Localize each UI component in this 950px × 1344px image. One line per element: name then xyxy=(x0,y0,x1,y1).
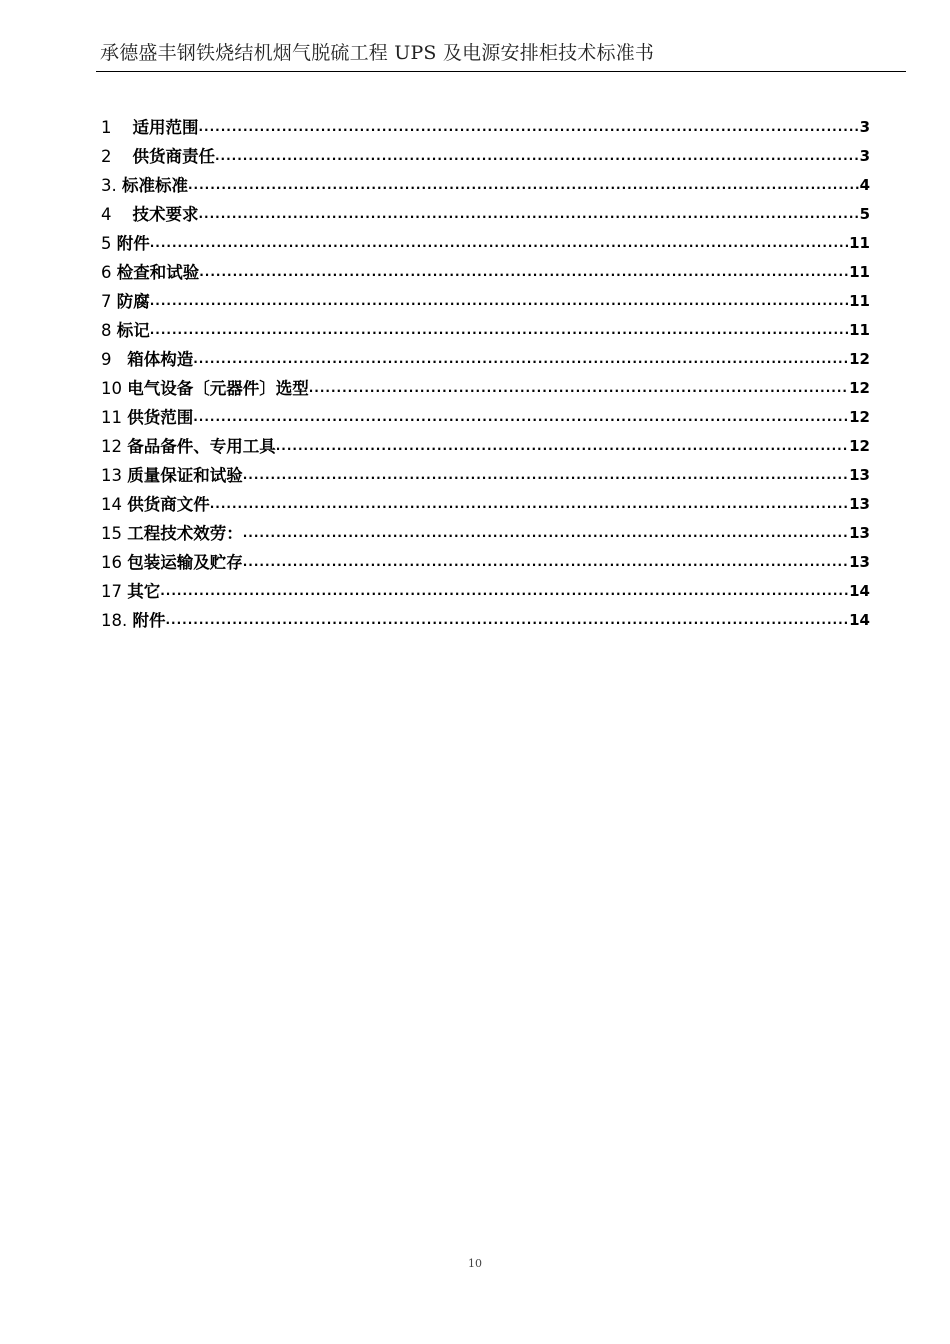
toc-entry-number: 15 xyxy=(101,524,128,543)
toc-entry-number: 1 xyxy=(101,118,133,137)
toc-entry-number: 17 xyxy=(101,582,128,601)
toc-entry-page: 5 xyxy=(859,205,870,223)
toc-entry-number: 4 xyxy=(101,205,133,224)
toc-entry-number: 10 xyxy=(101,379,128,398)
toc-entry-page: 14 xyxy=(849,582,870,600)
toc-entry-page: 12 xyxy=(849,350,870,368)
toc-entry-title: 其它 xyxy=(127,582,161,601)
toc-dot-leader xyxy=(160,577,849,606)
toc-entry[interactable] xyxy=(101,258,870,287)
toc-entry[interactable] xyxy=(101,461,870,490)
toc-entry-number: 6 xyxy=(101,263,117,282)
toc-entry-page: 11 xyxy=(849,292,870,310)
toc-entry-page: 11 xyxy=(849,263,870,281)
toc-entry-number: 18. xyxy=(101,611,133,630)
toc-entry[interactable] xyxy=(101,113,870,142)
toc-entry-title: 标准标准 xyxy=(122,176,188,195)
toc-dot-leader xyxy=(150,316,849,345)
toc-entry[interactable] xyxy=(101,403,870,432)
toc-entry-page: 13 xyxy=(849,466,870,484)
toc-dot-leader xyxy=(199,258,849,287)
toc-entry-title: 标记 xyxy=(116,321,150,340)
toc-entry-number: 14 xyxy=(101,495,128,514)
toc-entry-page: 13 xyxy=(849,524,870,542)
toc-dot-leader xyxy=(198,113,859,142)
toc-entry-page: 12 xyxy=(849,437,870,455)
toc-entry[interactable] xyxy=(101,490,870,519)
toc-entry-title: 备品备件、专用工具 xyxy=(127,437,276,456)
toc-dot-leader xyxy=(276,432,849,461)
toc-entry-number: 5 xyxy=(101,234,117,253)
toc-entry-number: 12 xyxy=(101,437,128,456)
toc-entry-number: 2 xyxy=(101,147,133,166)
toc-entry-title: 电气设备〔元器件〕选型 xyxy=(127,379,309,398)
toc-entry[interactable] xyxy=(101,432,870,461)
toc-entry-page: 12 xyxy=(849,408,870,426)
toc-entry-page: 3 xyxy=(859,147,870,165)
toc-entry-page: 11 xyxy=(849,321,870,339)
toc-entry-number: 9 xyxy=(101,350,128,369)
toc-dot-leader xyxy=(188,171,860,200)
toc-entry[interactable] xyxy=(101,519,870,548)
toc-entry-title: 供货商文件 xyxy=(127,495,210,514)
toc-entry-page: 12 xyxy=(849,379,870,397)
toc-entry-number: 7 xyxy=(101,292,117,311)
page-header-title: 承德盛丰钢铁烧结机烟气脱硫工程 UPS 及电源安排柜技术标准书 xyxy=(100,42,655,64)
toc-entry[interactable] xyxy=(101,287,870,316)
toc-entry-title: 包装运输及贮存 xyxy=(127,553,243,572)
toc-entry[interactable] xyxy=(101,577,870,606)
toc-entry-page: 11 xyxy=(849,234,870,252)
toc-entry[interactable] xyxy=(101,606,870,635)
toc-dot-leader xyxy=(243,519,849,548)
toc-entry[interactable] xyxy=(101,142,870,171)
toc-dot-leader xyxy=(243,461,849,490)
toc-entry-title: 供货范围 xyxy=(127,408,194,427)
toc-dot-leader xyxy=(150,229,849,258)
header-rule xyxy=(96,71,906,72)
toc-entry[interactable] xyxy=(101,374,870,403)
toc-entry-number: 8 xyxy=(101,321,117,340)
toc-dot-leader xyxy=(210,490,849,519)
toc-dot-leader xyxy=(193,345,849,374)
toc-entry-title: 质量保证和试验 xyxy=(127,466,243,485)
toc-entry-title: 附件 xyxy=(132,611,166,630)
toc-dot-leader xyxy=(150,287,849,316)
footer-page-number: 10 xyxy=(468,1257,482,1270)
toc-entry-title: 检查和试验 xyxy=(116,263,200,282)
toc-entry-page: 14 xyxy=(849,611,870,629)
toc-dot-leader xyxy=(193,403,849,432)
toc-entry-title: 工程技术效劳： xyxy=(127,524,243,543)
toc-entry-title: 防腐 xyxy=(116,292,150,311)
toc-entry[interactable] xyxy=(101,171,870,200)
toc-entry[interactable] xyxy=(101,345,870,374)
toc-entry-title: 附件 xyxy=(116,234,150,253)
toc-entry-page: 13 xyxy=(849,495,870,513)
toc-entry-number: 3. xyxy=(101,176,122,195)
toc-entry-title: 供货商责任 xyxy=(132,147,215,166)
toc-entry-page: 4 xyxy=(859,176,870,194)
toc-dot-leader xyxy=(166,606,850,635)
toc-entry[interactable] xyxy=(101,229,870,258)
toc-dot-leader xyxy=(309,374,849,403)
toc-entry-number: 11 xyxy=(101,408,128,427)
toc-entry[interactable] xyxy=(101,548,870,577)
toc-dot-leader xyxy=(198,200,859,229)
toc-entry-page: 13 xyxy=(849,553,870,571)
toc-entry-number: 16 xyxy=(101,553,128,572)
toc-dot-leader xyxy=(215,142,860,171)
table-of-contents xyxy=(101,113,870,635)
toc-entry-page: 3 xyxy=(859,118,870,136)
toc-entry[interactable] xyxy=(101,200,870,229)
toc-entry-title: 箱体构造 xyxy=(127,350,194,369)
toc-entry-title: 适用范围 xyxy=(132,118,199,137)
toc-entry-title: 技术要求 xyxy=(132,205,199,224)
toc-entry[interactable] xyxy=(101,316,870,345)
toc-entry-number: 13 xyxy=(101,466,128,485)
toc-dot-leader xyxy=(243,548,849,577)
